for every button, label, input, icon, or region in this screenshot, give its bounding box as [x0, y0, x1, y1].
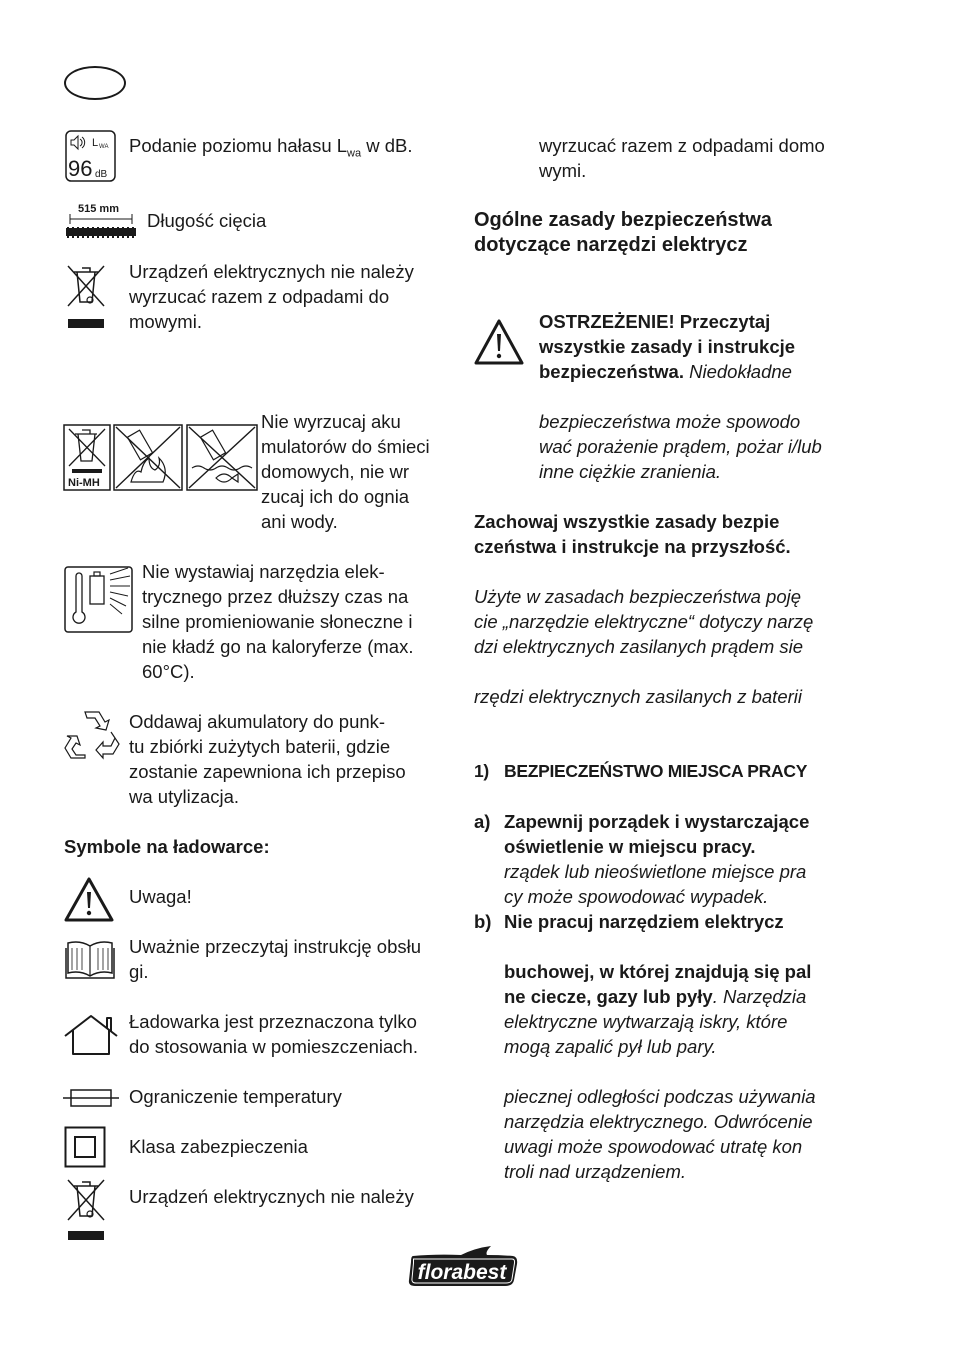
sun-heat-text: Nie wystawiaj narzędzia elek- trycznego przez dłuższy czas na silne promieniowanie słoneczne i nie kładź go na kaloryferze (max. 60°C).	[142, 561, 414, 682]
section-heading: Ogólne zasady bezpieczeństwa dotyczące narzędzi elektrycz	[474, 209, 772, 256]
noise-icon-value: 96	[68, 156, 93, 181]
language-badge	[64, 66, 126, 100]
warning-notice: OSTRZEŻENIE! Przeczytaj wszystkie zasady i instrukcje bezpieczeństwa. Niedokładne	[539, 311, 796, 382]
item-c: piecznej odległości podczas używania narzędzia elektrycznego. Odwrócenie uwagi może spowodować utratę kon troli nad urządzeniem.	[504, 1086, 816, 1182]
crossed-bin-icon	[65, 1176, 107, 1242]
protection-class-label: Klasa zabezpieczenia	[129, 1136, 308, 1157]
recycle-text: Oddawaj akumulatory do punk- tu zbiórki zużytych baterii, gdzie zostanie zapewniona ich przepiso wa utylizacja.	[129, 711, 406, 807]
cut-icon-label: 515 mm	[78, 203, 119, 215]
nimh-label: Ni-MH	[68, 477, 100, 489]
sun-heat-icon	[64, 566, 133, 633]
work-area-safety-heading: 1) BEZPIECZEŃSTWO MIEJSCA PRACY	[474, 761, 808, 781]
cut-length-label: Długość cięcia	[147, 210, 267, 231]
recycle-icon	[63, 708, 121, 762]
temperature-fuse-icon	[63, 1088, 119, 1108]
crossed-bin-icon	[65, 262, 107, 330]
weee-text-2: Urządzeń elektrycznych nie należy	[129, 1186, 414, 1207]
item-b: buchowej, w której znajdują się pal ne ciecze, gazy lub pyły. Narzędzia elektryczne wytwarzają iskry, które mogą zapalić pył lub pary.	[504, 961, 812, 1057]
florabest-logo	[405, 1244, 519, 1288]
no-fire-icon	[113, 424, 183, 491]
warning-icon	[63, 876, 115, 923]
noise-description: Podanie poziomu hałasu $L_{wa}$ w dB.	[129, 135, 413, 160]
term-definition-battery: rzędzi elektrycznych zasilanych z baterii	[474, 686, 802, 707]
weee-text: Urządzeń elektrycznych nie należy wyrzucać razem z odpadami do mowymi.	[129, 261, 414, 332]
charger-symbols-heading: Symbole na ładowarce:	[64, 836, 270, 857]
warning-consequence: bezpieczeństwa może spowodo wać porażenie prądem, pożar i/lub inne ciężkie zranienia.	[539, 411, 822, 482]
warning-icon	[473, 318, 525, 366]
noise-level-icon	[65, 130, 116, 182]
item-b-first: Nie pracuj narzędziem elektrycz	[504, 911, 784, 932]
cutting-length-icon	[64, 201, 138, 243]
svg-text:dB: dB	[95, 169, 108, 180]
temperature-limit-label: Ograniczenie temperatury	[129, 1086, 342, 1107]
item-b-tag: b)	[474, 911, 492, 932]
warning-label: Uwaga!	[129, 886, 192, 907]
indoor-use-icon	[63, 1014, 119, 1056]
logo-text: florabest	[417, 1261, 507, 1284]
item-a: Zapewnij porządek i wystarczające oświetlenie w miejscu pracy. rządek lub nieoświetlone miejsce pra cy może spowodować wypadek.	[504, 811, 810, 907]
manual-text: Uważnie przeczytaj instrukcję obsłu gi.	[129, 936, 422, 982]
protection-class-icon	[64, 1126, 106, 1168]
battery-bin-icon	[63, 424, 111, 491]
indoor-text: Ładowarka jest przeznaczona tylko do stosowania w pomieszczeniach.	[129, 1011, 418, 1057]
keep-instructions: Zachowaj wszystkie zasady bezpie czeństwa i instrukcje na przyszłość.	[474, 511, 791, 557]
svg-text:WA: WA	[99, 144, 109, 150]
battery-disposal-text: Nie wyrzucaj aku mulatorów do śmieci domowych, nie wr zucaj ich do ognia ani wody.	[261, 411, 430, 532]
no-water-icon	[186, 424, 258, 491]
item-a-tag: a)	[474, 811, 491, 832]
term-definition: Użyte w zasadach bezpieczeństwa poję cie „narzędzie elektryczne“ dotyczy narzę dzi elektrycznych zasilanych prądem sie	[474, 586, 814, 657]
noise-icon-label: L	[92, 137, 99, 149]
manual-book-icon	[64, 938, 116, 980]
continued-text: wyrzucać razem z odpadami domo wymi.	[539, 135, 825, 181]
